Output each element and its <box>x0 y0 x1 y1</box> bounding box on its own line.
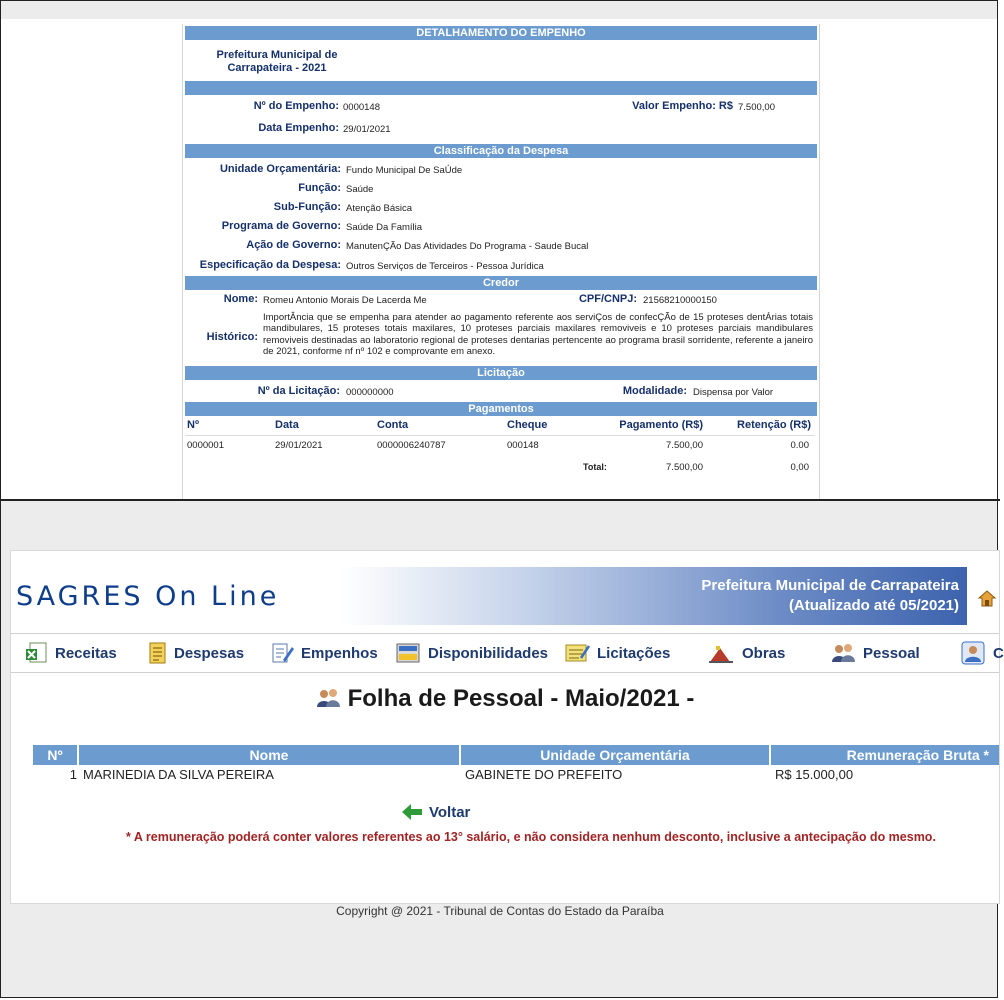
empenho-header-bar: DETALHAMENTO DO EMPENHO <box>185 26 817 40</box>
empenho-number-label: Nº do Empenho: <box>253 100 339 112</box>
arrow-left-icon <box>401 803 423 821</box>
historico-text: ImportÂncia que se empenha para atender ao pagamento referente aos serviÇos de confecÇÃo de 15 proteses dentÁrias totais mandibulares, 15 proteses totais maxilares, 10 proteses parciais maxilares removiveis e 10 proteses parciais mandibulares removiveis destinadas ao laboratorio regional de proteses dentarias pertencente ao programa brasil sorridente, referente a janeiro de 2021, conforme nf nº 102 e comprovante em anexo. <box>263 312 813 357</box>
class-value-subfuncao: Atenção Básica <box>346 203 413 214</box>
pag-cell-cheque: 000148 <box>507 440 539 451</box>
class-value-especificacao: Outros Serviços de Terceiros - Pessoa Jurídica <box>346 261 544 272</box>
pag-header-num: Nº <box>187 419 199 431</box>
empenho-number-value: 0000148 <box>343 102 380 113</box>
table-cell-nome[interactable]: MARINEDIA DA SILVA PEREIRA <box>83 767 274 782</box>
menu-receitas[interactable]: Receitas <box>25 642 117 664</box>
pag-cell-num: 0000001 <box>187 440 224 451</box>
credor-name-label: Nome: <box>223 293 258 305</box>
pag-total-pagamento: 7.500,00 <box>666 462 703 473</box>
empenho-value: 7.500,00 <box>738 102 775 113</box>
sagres-logo[interactable]: SAGRES On Line <box>16 581 280 612</box>
table-cell-unidade: GABINETE DO PREFEITO <box>465 767 623 782</box>
sagres-page <box>10 550 1004 904</box>
pag-header-conta: Conta <box>377 419 409 431</box>
class-value-acao: ManutenÇÃo Das Atividades Do Programa - Saude Bucal <box>346 241 589 252</box>
document-icon <box>148 642 168 664</box>
licitacao-bar: Licitação <box>185 366 817 380</box>
main-menu <box>11 633 1004 673</box>
table-header-unidade[interactable]: Unidade Orçamentária <box>461 745 769 765</box>
class-label-acao: Ação de Governo: <box>246 239 341 251</box>
menu-empenhos[interactable]: Empenhos <box>271 642 378 664</box>
pag-header-cheque: Cheque <box>507 419 548 431</box>
copyright: Copyright @ 2021 - Tribunal de Contas do Estado da Paraíba <box>336 904 664 918</box>
class-label-unidade: Unidade Orçamentária: <box>219 163 341 175</box>
entity-name: Prefeitura Municipal de Carrapateira - 2021 <box>216 49 338 74</box>
pag-total-label: Total: <box>583 462 607 472</box>
class-value-funcao: Saúde <box>346 184 374 195</box>
pag-cell-conta: 0000006240787 <box>377 440 446 451</box>
pag-total-retencao: 0,00 <box>790 462 809 473</box>
pag-cell-data: 29/01/2021 <box>275 440 323 451</box>
back-link[interactable]: Voltar <box>401 803 470 821</box>
menu-licitacoes[interactable]: Licitações <box>565 642 670 664</box>
users-icon <box>316 687 342 709</box>
page-title: Folha de Pessoal - Maio/2021 - <box>11 685 999 713</box>
pag-header-pagamento: Pagamento (R$) <box>619 419 703 431</box>
notepad-icon <box>565 642 591 664</box>
modalidade-label: Modalidade: <box>622 385 687 397</box>
menu-despesas[interactable]: Despesas <box>148 642 244 664</box>
table-cell-remuneracao: R$ 15.000,00 <box>775 767 854 782</box>
blank-bar <box>185 81 817 95</box>
calculator-icon <box>396 642 422 664</box>
pag-cell-retencao: 0.00 <box>790 440 809 451</box>
users-icon <box>831 642 857 664</box>
class-label-programa: Programa de Governo: <box>221 220 341 232</box>
class-label-funcao: Função: <box>298 182 341 194</box>
licitacao-number-value: 000000000 <box>346 387 394 398</box>
menu-pessoal[interactable]: Pessoal <box>831 642 920 664</box>
pag-row-divider <box>185 435 815 436</box>
historico-label: Histórico: <box>206 331 258 343</box>
class-value-programa: Saúde Da Família <box>346 222 423 233</box>
pagamentos-bar: Pagamentos <box>185 402 817 416</box>
table-cell-num: 1 <box>69 767 77 782</box>
banner-entity: Prefeitura Municipal de Carrapateira <box>701 577 959 594</box>
banner-updated: (Atualizado até 05/2021) <box>788 597 959 614</box>
empenho-detail-panel <box>182 24 820 500</box>
table-header-nome[interactable]: Nome <box>79 745 459 765</box>
pag-header-retencao: Retenção (R$) <box>737 419 811 431</box>
modalidade-value: Dispensa por Valor <box>693 387 774 398</box>
classificacao-bar: Classificação da Despesa <box>185 144 817 158</box>
menu-disponibilidades[interactable]: Disponibilidades <box>396 642 548 664</box>
empenho-value-label: Valor Empenho: R$ <box>632 100 733 112</box>
home-icon[interactable] <box>977 589 997 607</box>
empenho-date-label: Data Empenho: <box>258 122 339 134</box>
credor-bar: Credor <box>185 276 817 290</box>
cpf-label: CPF/CNPJ: <box>578 293 637 305</box>
menu-obras[interactable]: Obras <box>708 642 785 664</box>
menu-truncated[interactable]: C <box>961 642 1004 664</box>
table-header-num: Nº <box>33 745 77 765</box>
edit-document-icon <box>271 642 295 664</box>
class-label-especificacao: Especificação da Despesa: <box>199 259 341 271</box>
pag-header-data: Data <box>275 419 299 431</box>
class-value-unidade: Fundo Municipal De SaÚde <box>346 165 463 176</box>
remuneracao-note: * A remuneração poderá conter valores referentes ao 13° salário, e não considera nenhum desconto, inclusive a antecipação do mesmo. <box>126 830 936 844</box>
user-card-icon <box>961 641 987 665</box>
credor-name-value: Romeu Antonio Morais De Lacerda Me <box>263 295 427 306</box>
construction-icon <box>708 642 736 664</box>
licitacao-number-label: Nº da Licitação: <box>257 385 340 397</box>
empenho-date-value: 29/01/2021 <box>343 124 391 135</box>
class-label-subfuncao: Sub-Função: <box>273 201 341 213</box>
header-banner <box>341 567 967 625</box>
pag-cell-pagamento: 7.500,00 <box>666 440 703 451</box>
spreadsheet-icon <box>25 642 49 664</box>
table-header-remuneracao[interactable]: Remuneração Bruta * <box>771 745 999 765</box>
cpf-value: 21568210000150 <box>643 295 717 306</box>
